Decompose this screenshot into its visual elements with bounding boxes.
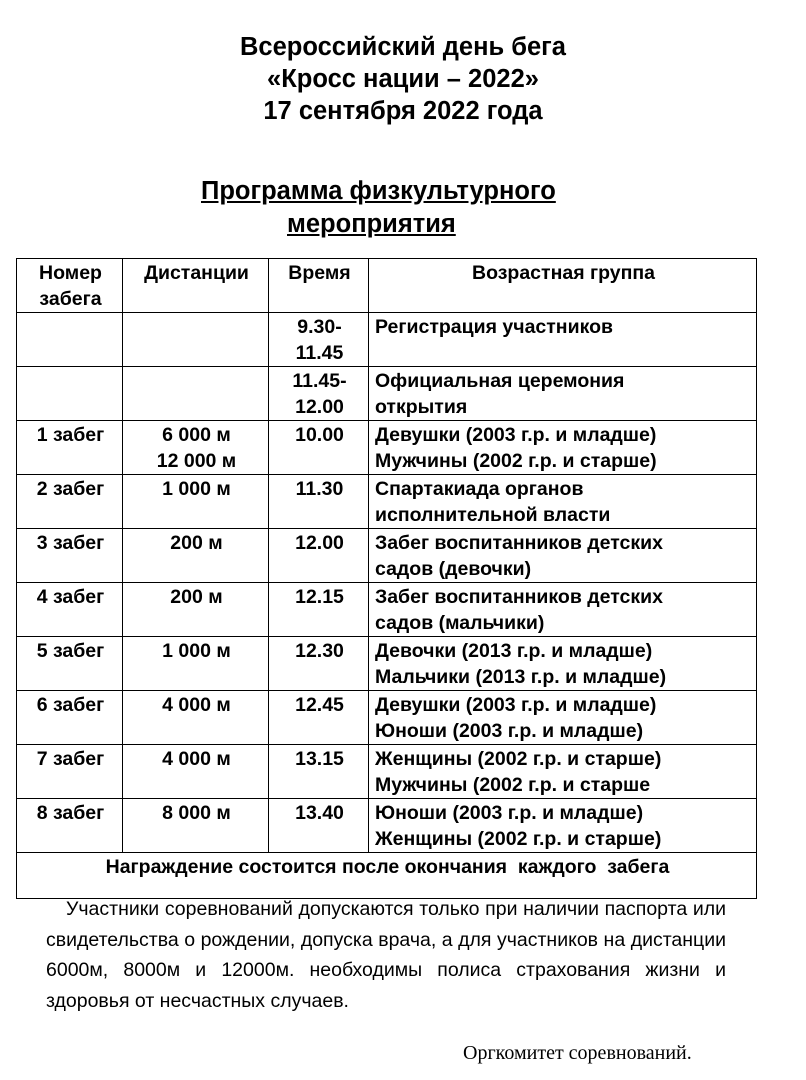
- table-row: [17, 583, 757, 637]
- run-number-cell: [17, 313, 123, 367]
- age-group-cell-line: Мальчики (2013 г.р. и младше): [375, 666, 667, 688]
- time-cell: [269, 313, 369, 367]
- distance-cell: [123, 529, 269, 583]
- time-cell-line: [275, 448, 364, 474]
- run-number-cell: [17, 583, 123, 637]
- age-group-cell-line: Девочки (2013 г.р. и младше): [375, 640, 653, 662]
- age-group-cell-line: Официальная церемония: [375, 370, 625, 392]
- distance-cell: [123, 421, 269, 475]
- distance-cell-line: [129, 368, 264, 394]
- distance-cell: [123, 313, 269, 367]
- event-title: [0, 31, 806, 127]
- run-number-cell-line: 4 забег: [36, 586, 105, 608]
- distance-cell-line: 12 000 м: [156, 450, 237, 472]
- run-number-cell: [17, 367, 123, 421]
- col-header-distance: Дистанции: [123, 259, 269, 313]
- age-group-cell-line: открытия: [375, 396, 468, 418]
- time-cell-line: 10.00: [295, 424, 344, 446]
- time-cell-line: [275, 556, 364, 582]
- run-number-cell: [17, 745, 123, 799]
- distance-cell-line: [129, 556, 264, 582]
- age-group-cell-line: Девушки (2003 г.р. и младше): [375, 694, 657, 716]
- age-group-cell-line: Мужчины (2002 г.р. и старше): [375, 450, 657, 472]
- organizing-committee-signature: Оргкомитет соревнований.: [463, 1042, 692, 1064]
- run-number-cell-line: [23, 368, 118, 394]
- distance-cell-line: 6 000 м: [162, 424, 231, 446]
- time-cell-line: 9.30-: [297, 316, 342, 338]
- distance-cell: [123, 367, 269, 421]
- table-row: [17, 313, 757, 367]
- distance-cell-line: [129, 394, 264, 420]
- age-group-cell: [369, 529, 757, 583]
- table-row: [17, 745, 757, 799]
- col-header-age-group: Возрастная группа: [369, 259, 757, 313]
- table-row: [17, 529, 757, 583]
- time-cell-line: [275, 826, 364, 852]
- time-cell: [269, 691, 369, 745]
- age-group-cell-line: Юноши (2003 г.р. и младше): [375, 720, 644, 742]
- distance-cell-line: 8 000 м: [162, 802, 231, 824]
- age-group-cell: [369, 367, 757, 421]
- distance-cell-line: [129, 610, 264, 636]
- time-cell: [269, 745, 369, 799]
- age-group-cell: [369, 313, 757, 367]
- time-cell-line: 12.30: [295, 640, 344, 662]
- schedule-table: [16, 258, 757, 899]
- run-number-cell-line: [23, 314, 118, 340]
- run-number-cell-line: 7 забег: [36, 748, 105, 770]
- age-group-cell: [369, 637, 757, 691]
- age-group-cell: [369, 475, 757, 529]
- age-group-cell-line: [375, 340, 752, 366]
- distance-cell-line: [129, 664, 264, 690]
- time-cell: [269, 799, 369, 853]
- distance-cell-line: 4 000 м: [162, 694, 231, 716]
- run-number-cell-line: 1 забег: [36, 424, 105, 446]
- run-number-cell: [17, 691, 123, 745]
- table-row: [17, 475, 757, 529]
- time-cell: [269, 637, 369, 691]
- distance-cell-line: 1 000 м: [162, 640, 231, 662]
- distance-cell: [123, 475, 269, 529]
- event-date: 17 сентября 2022 года: [263, 97, 543, 125]
- age-group-cell-line: Юноши (2003 г.р. и младше): [375, 802, 644, 824]
- run-number-cell: [17, 421, 123, 475]
- run-number-cell: [17, 475, 123, 529]
- event-title-line-1: Всероссийский день бега: [240, 33, 566, 61]
- run-number-cell-line: 6 забег: [36, 694, 105, 716]
- time-cell: [269, 367, 369, 421]
- table-row: [17, 799, 757, 853]
- distance-cell-line: [129, 340, 264, 366]
- time-cell: [269, 583, 369, 637]
- event-title-line-2: «Кросс нации – 2022»: [267, 65, 539, 93]
- award-note: Награждение состоится после окончания каждого забега: [17, 853, 757, 899]
- age-group-cell: [369, 421, 757, 475]
- distance-cell-line: [129, 502, 264, 528]
- table-row: [17, 691, 757, 745]
- age-group-cell-line: садов (девочки): [375, 558, 532, 580]
- time-cell-line: [275, 502, 364, 528]
- time-cell: [269, 529, 369, 583]
- time-cell-line: [275, 664, 364, 690]
- distance-cell: [123, 799, 269, 853]
- time-cell-line: 11.30: [295, 478, 344, 500]
- table-header-row: [17, 259, 757, 313]
- time-cell-line: [275, 610, 364, 636]
- table-row: [17, 637, 757, 691]
- time-cell: [269, 475, 369, 529]
- distance-cell-line: 1 000 м: [162, 478, 231, 500]
- age-group-cell-line: Спартакиада органов: [375, 478, 584, 500]
- distance-cell-line: [129, 772, 264, 798]
- age-group-cell-line: Девушки (2003 г.р. и младше): [375, 424, 657, 446]
- time-cell-line: 11.45-: [292, 370, 347, 392]
- age-group-cell: [369, 583, 757, 637]
- age-group-cell-line: Женщины (2002 г.р. и старше): [375, 748, 662, 770]
- run-number-cell-line: 8 забег: [36, 802, 105, 824]
- distance-cell: [123, 583, 269, 637]
- age-group-cell-line: Забег воспитанников детских: [375, 586, 663, 608]
- time-cell-line: 12.15: [295, 586, 344, 608]
- distance-cell-line: [129, 314, 264, 340]
- age-group-cell-line: Женщины (2002 г.р. и старше): [375, 828, 662, 850]
- participation-note: Участники соревнований допускаются только при наличии паспорта или свидетельства о рождении, допуска врача, а для участников на дистанции 6000м, 8000м и 12000м. необходимы полиса страхования жизни и здоровья от несчастных случаев.: [46, 898, 726, 1012]
- time-cell-line: 13.40: [295, 802, 344, 824]
- distance-cell-line: [129, 718, 264, 744]
- age-group-cell-line: садов (мальчики): [375, 612, 545, 634]
- time-cell-line: 13.15: [295, 748, 344, 770]
- age-group-cell: [369, 745, 757, 799]
- award-row: [17, 853, 757, 899]
- age-group-cell-line: Мужчины (2002 г.р. и старше: [375, 774, 651, 796]
- age-group-cell-line: исполнительной власти: [375, 504, 611, 526]
- age-group-cell-line: Забег воспитанников детских: [375, 532, 663, 554]
- time-cell-line: [275, 718, 364, 744]
- run-number-cell-line: 3 забег: [36, 532, 105, 554]
- distance-cell: [123, 637, 269, 691]
- col-header-number: Номер забега: [17, 259, 123, 313]
- run-number-cell-line: 5 забег: [36, 640, 105, 662]
- time-cell: [269, 421, 369, 475]
- run-number-cell: [17, 799, 123, 853]
- distance-cell-line: [129, 826, 264, 852]
- run-number-cell: [17, 529, 123, 583]
- distance-cell-line: 200 м: [170, 586, 223, 608]
- time-cell-line: 12.00: [295, 396, 344, 418]
- program-title-line-1: Программа физкультурного: [201, 177, 556, 205]
- table-row: [17, 421, 757, 475]
- time-cell-line: 12.00: [295, 532, 344, 554]
- col-header-time: Время: [269, 259, 369, 313]
- distance-cell-line: 200 м: [170, 532, 223, 554]
- run-number-cell-line: 2 забег: [36, 478, 105, 500]
- program-title-line-2: мероприятия: [287, 210, 456, 238]
- age-group-cell: [369, 799, 757, 853]
- table-row: [17, 367, 757, 421]
- distance-cell: [123, 745, 269, 799]
- distance-cell: [123, 691, 269, 745]
- time-cell-line: [275, 772, 364, 798]
- age-group-cell-line: Регистрация участников: [375, 316, 613, 338]
- time-cell-line: 12.45: [295, 694, 344, 716]
- distance-cell-line: 4 000 м: [162, 748, 231, 770]
- time-cell-line: 11.45: [295, 342, 344, 364]
- age-group-cell: [369, 691, 757, 745]
- run-number-cell: [17, 637, 123, 691]
